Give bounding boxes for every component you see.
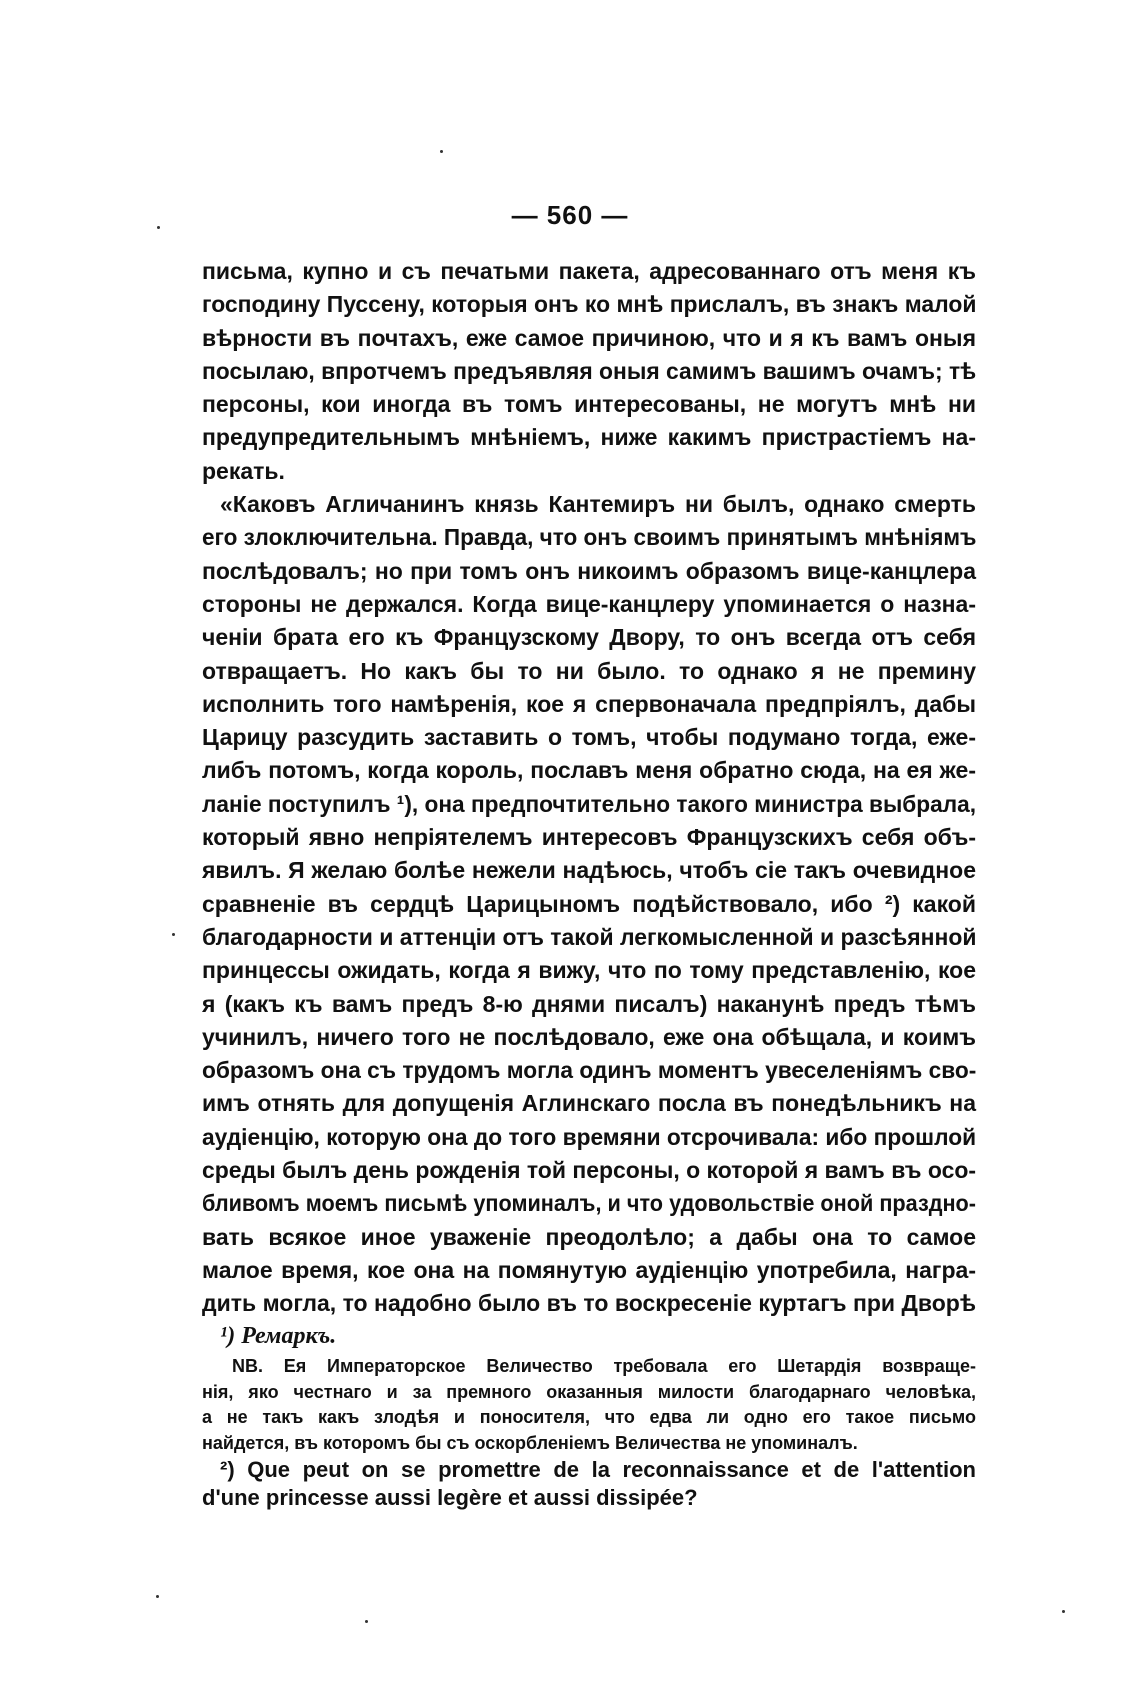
body-line: сравненіе въ сердцѣ Царицыномъ подѣйствовало, ибо ²) какой	[202, 890, 976, 917]
footnote-line: NB. Ея Императорское Величество требовала его Шетардія возвраще-	[232, 1356, 976, 1376]
body-line: среды былъ день рожденія той персоны, о которой я вамъ въ осо-	[202, 1157, 977, 1184]
scan-speck	[440, 150, 443, 153]
body-line: который явно непріятелемъ интересовъ Французскихъ себя объ-	[202, 824, 976, 851]
body-line: Царицу разсудить заставить о томъ, чтобы подумано тогда, еже-	[202, 724, 976, 751]
body-line: персоны, кои иногда въ томъ интересованы, не могутъ мнѣ ни	[202, 391, 976, 418]
body-line: господину Пуссену, которыя онъ ко мнѣ прислалъ, въ знакъ малой	[202, 291, 977, 318]
body-line: письма, купно и съ печатьми пакета, адресованнаго отъ меня къ	[202, 258, 976, 284]
page-number: — 560 —	[511, 200, 629, 230]
footnote-line: найдется, въ которомъ бы съ оскорбленіемъ Величества не упоминалъ.	[202, 1432, 858, 1453]
body-text	[202, 255, 976, 1321]
body-line: принцессы ожидать, когда я вижу, что по тому представленію, кое	[202, 957, 976, 984]
body-line: его злоключительна. Правда, что онъ своимъ принятымъ мнѣніямъ	[202, 524, 977, 551]
body-line: предупредительнымъ мнѣніемъ, ниже какимъ пристрастіемъ на-	[202, 424, 976, 451]
body-line: благодарности и аттенціи отъ такой легкомысленной и разсѣянной	[202, 923, 977, 950]
body-line: явилъ. Я желаю болѣе нежели надѣюсь, чтобъ сіе такъ очевидное	[202, 857, 976, 884]
body-line: ченіи брата его къ Французскому Двору, то онъ всегда отъ себя	[202, 624, 976, 651]
body-line: «Каковъ Агличанинъ князь Кантемиръ ни былъ, однако смерть	[220, 491, 976, 518]
body-line: аудіенцію, которую она до того времяни отсрочивала: ибо прошлой	[202, 1123, 977, 1150]
footnote-line-french: d'une princesse aussi legère et aussi dissipée?	[202, 1485, 698, 1510]
scan-speck	[365, 1620, 368, 1623]
body-line: послѣдовалъ; но при томъ онъ никоимъ образомъ вице-канцлера	[202, 557, 976, 584]
footnotes	[202, 1318, 976, 1512]
scan-speck	[156, 1595, 159, 1598]
body-line: бливомъ моемъ письмѣ упоминалъ, и что удовольствіе оной праздно-	[202, 1190, 976, 1217]
body-line: малое время, кое она на помянутую аудіенцію употребила, награ-	[202, 1256, 976, 1283]
body-line: вать всякое иное уваженіе преодолѣло; а дабы она то самое	[202, 1223, 976, 1250]
body-line: либъ потомъ, когда король, пославъ меня обратно сюда, на ея же-	[202, 757, 976, 784]
body-line: я (какъ къ вамъ предъ 8-ю днями писалъ) наканунѣ предъ тѣмъ	[202, 990, 976, 1017]
footnote-heading: ¹) Ремаркъ.	[220, 1323, 337, 1349]
scan-speck	[1062, 1610, 1065, 1613]
body-line: отвращаетъ. Но какъ бы то ни было. то однако я не премину	[202, 657, 976, 684]
body-line: имъ отнять для допущенія Аглинскаго посла въ понедѣльникъ на	[202, 1090, 976, 1117]
footnote-line: нія, яко честнаго и за премного оказанныя милости благодарнаго человѣка,	[202, 1381, 976, 1402]
body-line: рекать.	[202, 457, 285, 484]
footnote-line-french: ²) Que peut on se promettre de la reconnaissance et de l'attention	[220, 1457, 976, 1482]
body-line: исполнить того намѣренія, кое я спервоначала предпріялъ, дабы	[202, 690, 976, 717]
scan-speck	[172, 933, 175, 936]
body-line: образомъ она съ трудомъ могла одинъ моментъ увеселеніямъ сво-	[202, 1057, 977, 1084]
body-line: стороны не держался. Когда вице-канцлеру упоминается о назна-	[202, 590, 976, 617]
footnote-line: а не такъ какъ злодѣя и поносителя, что едва ли одно его такое письмо	[202, 1407, 976, 1427]
scan-speck	[157, 226, 160, 229]
body-line: посылаю, впротчемъ предъявляя оныя самимъ вашимъ очамъ; тѣ	[202, 357, 977, 384]
body-line: учинилъ, ничего того не послѣдовало, еже она обѣщала, и коимъ	[202, 1023, 976, 1050]
body-line: вѣрности въ почтахъ, еже самое причиною, что и я къ вамъ оныя	[202, 324, 976, 351]
body-line: дить могла, то надобно было въ то воскресеніе куртагъ при Дворѣ	[202, 1290, 976, 1317]
body-line: ланіе поступилъ ¹), она предпочтительно такого министра выбрала,	[202, 790, 976, 817]
